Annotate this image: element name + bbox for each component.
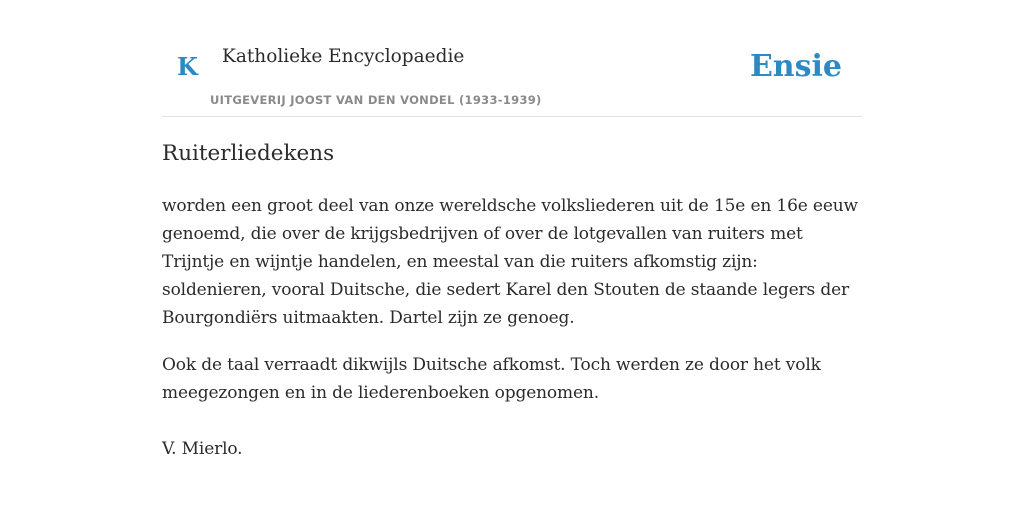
page-container — [162, 0, 862, 459]
encyclopedia-logo-icon[interactable]: K — [177, 52, 198, 81]
article-title: Ruiterliedekens — [162, 141, 335, 166]
site-header — [162, 0, 862, 117]
article-paragraph: worden een groot deel van onze wereldsche volksliederen uit de 15e en 16e eeuw genoemd, die over de krijgsbedrijven of over de lotgevallen van ruiters met Trijntje en wijntje handelen, en meestal van die ruiters afkomstig zijn: soldenieren, vooral Duitsche, die sedert Karel den Stouten de staande legers der Bourgondiërs uitmaakten. Dartel zijn ze genoeg. — [162, 196, 858, 328]
encyclopedia-title[interactable]: Katholieke Encyclopaedie — [222, 46, 465, 67]
ensie-brand-link[interactable]: Ensie — [749, 49, 842, 84]
publisher-subtitle: UITGEVERIJ JOOST VAN DEN VONDEL (1933-1939) — [210, 93, 542, 107]
article-paragraph: Ook de taal verraadt dikwijls Duitsche afkomst. Toch werden ze door het volk meegezongen en in de liederenboeken opgenomen. — [162, 355, 821, 403]
article-author: V. Mierlo. — [162, 439, 243, 459]
